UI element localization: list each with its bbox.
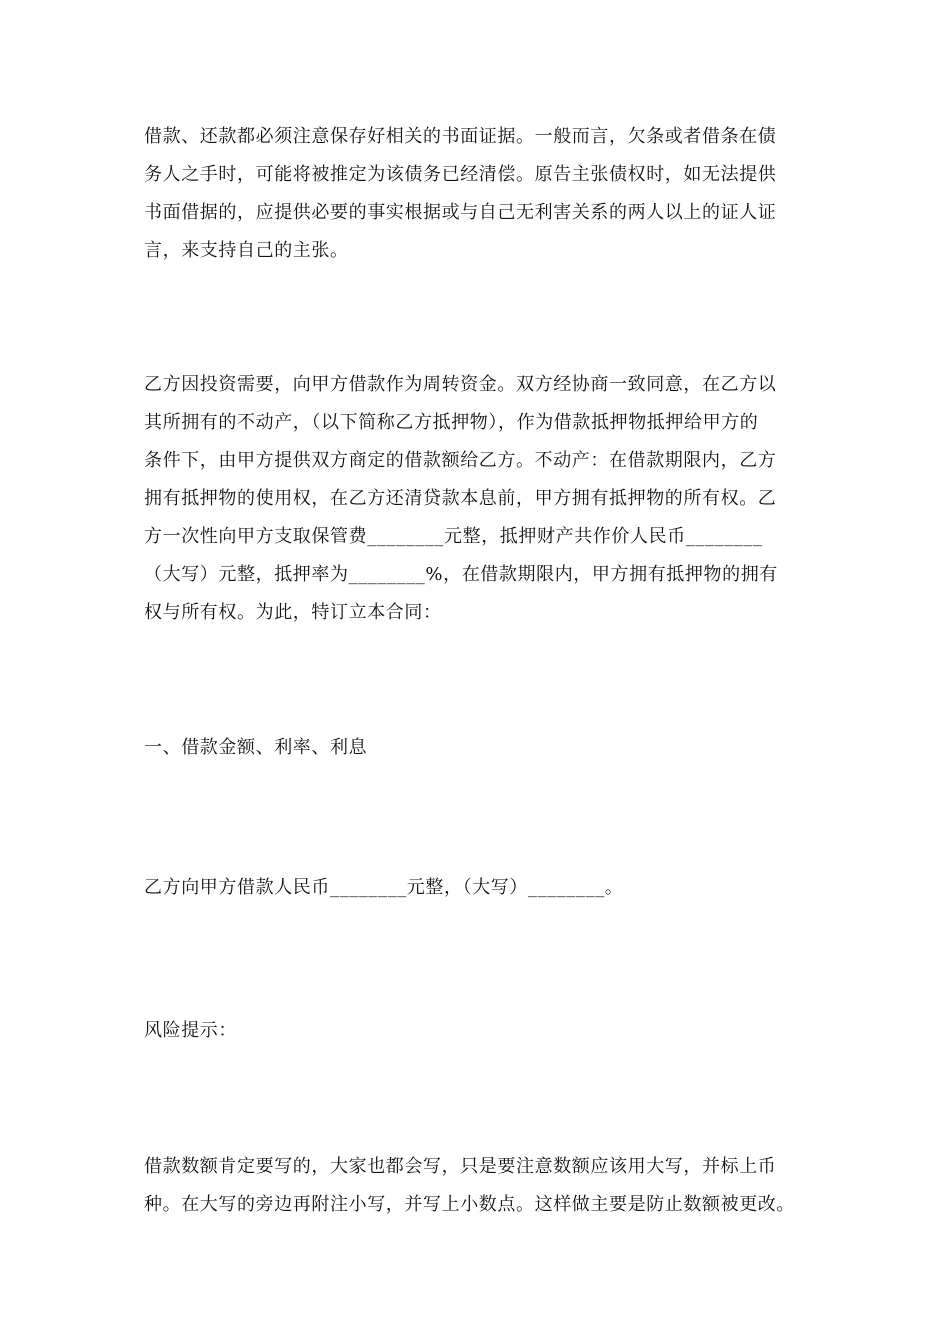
text-line: 拥有抵押物的使用权，在乙方还清贷款本息前，甲方拥有抵押物的所有权。乙 [144,488,777,509]
paragraph-risk-notice [144,1148,814,1224]
text-line: 乙方向甲方借款人民币________元整，（大写）________。 [144,877,624,898]
risk-notice-label [144,1012,814,1050]
heading-text: 一、借款金额、利率、利息 [144,737,368,758]
text-line: 风险提示： [144,1020,237,1041]
paragraph-contract-preamble [144,366,814,632]
paragraph-evidence-notice [144,118,814,270]
text-line: 书面借据的，应提供必要的事实根据或与自己无利害关系的两人以上的证人证 [144,202,777,223]
text-line: 言，来支持自己的主张。 [144,240,349,261]
text-line: 种。在大写的旁边再附注小写，并写上小数点。这样做主要是防止数额被更改。 [144,1194,795,1215]
paragraph-loan-amount [144,869,814,907]
text-line: 其所拥有的不动产，（以下简称乙方抵押物），作为借款抵押物抵押给甲方的 [144,412,759,433]
text-line: 借款数额肯定要写的，大家也都会写，只是要注意数额应该用大写，并标上币 [144,1156,777,1177]
text-line: 方一次性向甲方支取保管费________元整，抵押财产共作价人民币________ [144,526,763,547]
section-heading-loan-amount [144,729,814,767]
text-line: 乙方因投资需要，向甲方借款作为周转资金。双方经协商一致同意，在乙方以 [144,374,777,395]
text-line: 条件下，由甲方提供双方商定的借款额给乙方。不动产：在借款期限内，乙方 [144,450,777,471]
text-line: （大写）元整，抵押率为________%，在借款期限内，甲方拥有抵押物的拥有 [144,564,778,585]
text-line: 务人之手时，可能将被推定为该债务已经清偿。原告主张债权时，如无法提供 [144,164,777,185]
text-line: 借款、还款都必须注意保存好相关的书面证据。一般而言，欠条或者借条在债 [144,126,777,147]
text-line: 权与所有权。为此，特订立本合同： [144,602,442,623]
